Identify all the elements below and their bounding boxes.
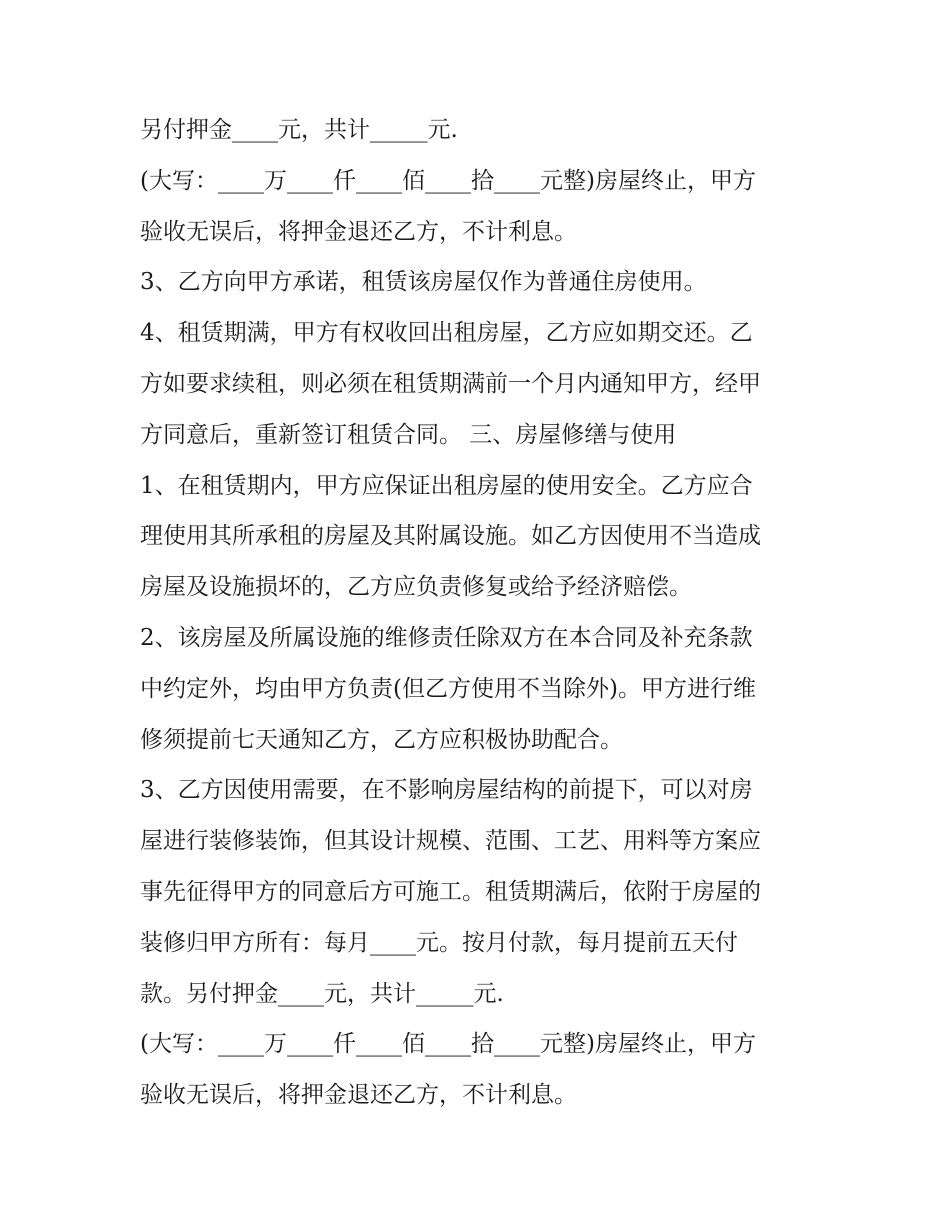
text-line: 事先征得甲方的同意后方可施工。租赁期满后，依附于房屋的 bbox=[140, 878, 761, 905]
text-line: 理使用其所承租的房屋及其附属设施。如乙方因使用不当造成 bbox=[140, 523, 761, 550]
text-line: 另付押金____元，共计_____元. bbox=[140, 117, 458, 143]
text-line: 方如要求续租，则必须在租赁期满前一个月内通知甲方，经甲 bbox=[140, 370, 761, 397]
text-line: 1、在租赁期内，甲方应保证出租房屋的使用安全。乙方应合 bbox=[140, 472, 753, 499]
text-line: 验收无误后，将押金退还乙方，不计利息。 bbox=[140, 1082, 577, 1109]
text-line: (大写：____万____仟____佰____拾____元整)房屋终止，甲方 bbox=[140, 167, 756, 194]
text-line: 修须提前七天通知乙方，乙方应积极协助配合。 bbox=[140, 726, 623, 753]
text-line: 屋进行装修装饰，但其设计规模、范围、工艺、用料等方案应 bbox=[140, 828, 761, 855]
text-line: 中约定外，均由甲方负责(但乙方使用不当除外)。甲方进行维 bbox=[140, 675, 756, 702]
text-line: 4、租赁期满，甲方有权收回出租房屋，乙方应如期交还。乙 bbox=[140, 320, 753, 347]
text-line: 3、乙方向甲方承诺，租赁该房屋仅作为普通住房使用。 bbox=[140, 269, 707, 296]
text-line: (大写：____万____仟____佰____拾____元整)房屋终止，甲方 bbox=[140, 1031, 756, 1058]
text-line: 3、乙方因使用需要，在不影响房屋结构的前提下，可以对房 bbox=[140, 777, 753, 804]
text-line: 2、该房屋及所属设施的维修责任除双方在本合同及补充条款 bbox=[140, 624, 753, 651]
text-line: 款。另付押金____元，共计_____元. bbox=[140, 980, 504, 1007]
text-line: 方同意后，重新签订租赁合同。 三、房屋修缮与使用 bbox=[140, 421, 677, 448]
text-line: 装修归甲方所有：每月____元。按月付款，每月提前五天付 bbox=[140, 929, 738, 956]
text-line: 验收无误后，将押金退还乙方，不计利息。 bbox=[140, 218, 577, 245]
text-line: 房屋及设施损坏的，乙方应负责修复或给予经济赔偿。 bbox=[140, 574, 692, 601]
document-body bbox=[140, 105, 820, 1121]
